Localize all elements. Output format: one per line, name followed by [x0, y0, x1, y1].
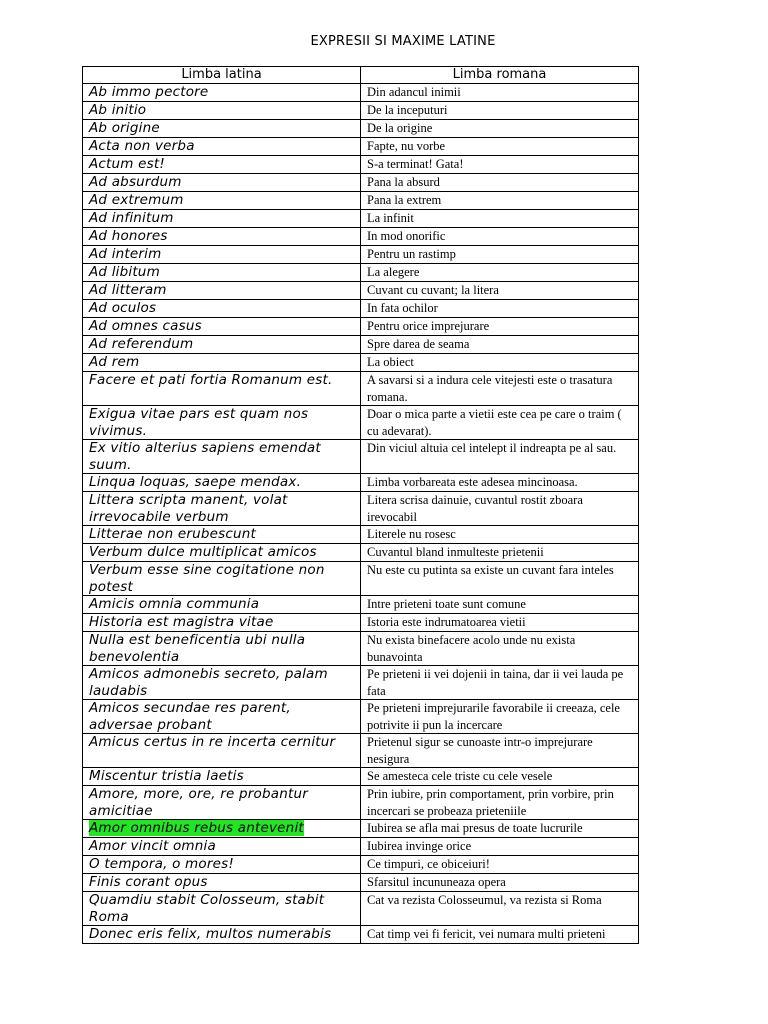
- latin-text: Litterae non erubescunt: [89, 526, 256, 542]
- latin-text: Ab initio: [89, 102, 147, 118]
- latin-expression-cell: [83, 768, 361, 786]
- latin-expression-cell: [83, 372, 361, 406]
- latin-text: Ad extremum: [89, 192, 184, 208]
- latin-expression-cell: [83, 820, 361, 838]
- table-row: [83, 892, 639, 926]
- latin-expression-cell: [83, 138, 361, 156]
- latin-expression-cell: [83, 246, 361, 264]
- latin-text: Ad libitum: [89, 264, 160, 280]
- romanian-translation-cell: Sfarsitul incununeaza opera: [361, 874, 639, 892]
- latin-text: Donec eris felix, multos numerabis: [89, 926, 332, 942]
- romanian-translation-cell: Fapte, nu vorbe: [361, 138, 639, 156]
- romanian-translation-cell: Iubirea se afla mai presus de toate lucrurile: [361, 820, 639, 838]
- latin-expression-cell: [83, 354, 361, 372]
- table-row: [83, 632, 639, 666]
- table-row: [83, 192, 639, 210]
- latin-expression-cell: [83, 614, 361, 632]
- latin-expression-cell: [83, 874, 361, 892]
- romanian-translation-cell: In mod onorific: [361, 228, 639, 246]
- romanian-translation-cell: In fata ochilor: [361, 300, 639, 318]
- romanian-translation-cell: De la inceputuri: [361, 102, 639, 120]
- table-row: [83, 228, 639, 246]
- romanian-translation-cell: Cuvant cu cuvant; la litera: [361, 282, 639, 300]
- romanian-translation-cell: Prietenul sigur se cunoaste intr-o imprejurare nesigura: [361, 734, 639, 768]
- latin-expression-cell: [83, 562, 361, 596]
- latin-expression-cell: [83, 700, 361, 734]
- latin-expression-cell: [83, 492, 361, 526]
- table-row: [83, 138, 639, 156]
- romanian-translation-cell: Pe prieteni imprejurarile favorabile ii creeaza, cele potrivite ii pun la incercare: [361, 700, 639, 734]
- romanian-translation-cell: Litera scrisa dainuie, cuvantul rostit zboara irevocabil: [361, 492, 639, 526]
- romanian-translation-cell: Ce timpuri, ce obiceiuri!: [361, 856, 639, 874]
- latin-expression-cell: [83, 474, 361, 492]
- table-row: [83, 406, 639, 440]
- latin-expression-cell: [83, 282, 361, 300]
- column-header-latin: Limba latina: [83, 67, 361, 84]
- latin-text: Ad infinitum: [89, 210, 174, 226]
- table-header-row: [83, 67, 639, 84]
- table-row: [83, 264, 639, 282]
- latin-expression-cell: [83, 84, 361, 102]
- romanian-translation-cell: Cuvantul bland inmulteste prietenii: [361, 544, 639, 562]
- romanian-translation-cell: De la origine: [361, 120, 639, 138]
- latin-text: Ad litteram: [89, 282, 167, 298]
- latin-expression-cell: [83, 228, 361, 246]
- latin-text: Ad omnes casus: [89, 318, 202, 334]
- latin-text: Ab origine: [89, 120, 160, 136]
- romanian-translation-cell: Se amesteca cele triste cu cele vesele: [361, 768, 639, 786]
- romanian-translation-cell: Literele nu rosesc: [361, 526, 639, 544]
- table-row: [83, 84, 639, 102]
- table-row: [83, 156, 639, 174]
- romanian-translation-cell: Limba vorbareata este adesea mincinoasa.: [361, 474, 639, 492]
- table-row: [83, 820, 639, 838]
- latin-text: Finis corant opus: [89, 874, 208, 890]
- latin-expression-cell: [83, 526, 361, 544]
- latin-text: Ab immo pectore: [89, 84, 209, 100]
- table-row: [83, 102, 639, 120]
- table-row: [83, 526, 639, 544]
- latin-text: Nulla est beneficentia ubi nulla benevolentia: [89, 632, 306, 665]
- romanian-translation-cell: Cat va rezista Colosseumul, va rezista si Roma: [361, 892, 639, 926]
- page-title: EXPRESII SI MAXIME LATINE: [310, 34, 496, 49]
- latin-expression-cell: [83, 300, 361, 318]
- table-row: [83, 372, 639, 406]
- latin-text: Amicus certus in re incerta cernitur: [89, 734, 336, 750]
- latin-expression-cell: [83, 120, 361, 138]
- romanian-translation-cell: Doar o mica parte a vietii este cea pe care o traim ( cu adevarat).: [361, 406, 639, 440]
- latin-text: Acta non verba: [89, 138, 195, 154]
- latin-text: Quamdiu stabit Colosseum, stabit Roma: [89, 892, 325, 925]
- table-row: [83, 210, 639, 228]
- table-row: [83, 926, 639, 944]
- latin-expression-cell: [83, 264, 361, 282]
- latin-expression-cell: [83, 926, 361, 944]
- romanian-translation-cell: Pana la extrem: [361, 192, 639, 210]
- table-row: [83, 734, 639, 768]
- latin-expression-cell: [83, 856, 361, 874]
- table-row: [83, 336, 639, 354]
- table-row: [83, 318, 639, 336]
- latin-text: Historia est magistra vitae: [89, 614, 274, 630]
- latin-text: Ad honores: [89, 228, 168, 244]
- table-row: [83, 768, 639, 786]
- latin-expression-cell: [83, 406, 361, 440]
- romanian-translation-cell: Pentru orice imprejurare: [361, 318, 639, 336]
- latin-text: Littera scripta manent, volat irrevocabile verbum: [89, 492, 288, 525]
- romanian-translation-cell: Pe prieteni ii vei dojenii in taina, dar ii vei lauda pe fata: [361, 666, 639, 700]
- latin-text: Ad interim: [89, 246, 162, 262]
- latin-expression-cell: [83, 174, 361, 192]
- latin-expression-cell: [83, 734, 361, 768]
- latin-expression-cell: [83, 632, 361, 666]
- latin-text: Amicis omnia communia: [89, 596, 260, 612]
- latin-text: Actum est!: [89, 156, 165, 172]
- latin-expression-cell: [83, 666, 361, 700]
- latin-expression-cell: [83, 192, 361, 210]
- table-row: [83, 282, 639, 300]
- latin-expression-cell: [83, 336, 361, 354]
- latin-text: Exigua vitae pars est quam nos vivimus.: [89, 406, 309, 439]
- column-header-romanian: Limba romana: [361, 67, 639, 84]
- romanian-translation-cell: Istoria este indrumatoarea vietii: [361, 614, 639, 632]
- romanian-translation-cell: Nu este cu putinta sa existe un cuvant fara inteles: [361, 562, 639, 596]
- table-row: [83, 120, 639, 138]
- latin-expression-cell: [83, 440, 361, 474]
- latin-text: Verbum esse sine cogitatione non potest: [89, 562, 325, 595]
- latin-expression-cell: [83, 102, 361, 120]
- romanian-translation-cell: La alegere: [361, 264, 639, 282]
- romanian-translation-cell: La infinit: [361, 210, 639, 228]
- table-body: [83, 84, 639, 944]
- latin-text: Amor vincit omnia: [89, 838, 216, 854]
- latin-expression-cell: [83, 892, 361, 926]
- table-row: [83, 666, 639, 700]
- romanian-translation-cell: La obiect: [361, 354, 639, 372]
- table-row: [83, 838, 639, 856]
- romanian-translation-cell: A savarsi si a indura cele vitejesti este o trasatura romana.: [361, 372, 639, 406]
- romanian-translation-cell: Cat timp vei fi fericit, vei numara multi prieteni: [361, 926, 639, 944]
- romanian-translation-cell: Din viciul altuia cel intelept il indreapta pe al sau.: [361, 440, 639, 474]
- latin-expression-cell: [83, 544, 361, 562]
- latin-text: Ad oculos: [89, 300, 157, 316]
- romanian-translation-cell: Din adancul inimii: [361, 84, 639, 102]
- romanian-translation-cell: Spre darea de seama: [361, 336, 639, 354]
- latin-expression-cell: [83, 156, 361, 174]
- highlighted-latin-text: Amor omnibus rebus antevenit: [89, 820, 304, 836]
- latin-expression-cell: [83, 838, 361, 856]
- table-row: [83, 440, 639, 474]
- table-row: [83, 614, 639, 632]
- table-row: [83, 246, 639, 264]
- table-row: [83, 354, 639, 372]
- latin-text: Verbum dulce multiplicat amicos: [89, 544, 317, 560]
- table-row: [83, 874, 639, 892]
- romanian-translation-cell: Pentru un rastimp: [361, 246, 639, 264]
- latin-expression-cell: [83, 318, 361, 336]
- latin-text: Linqua loquas, saepe mendax.: [89, 474, 302, 490]
- expressions-table: [82, 66, 639, 944]
- latin-expression-cell: [83, 786, 361, 820]
- table-row: [83, 544, 639, 562]
- romanian-translation-cell: S-a terminat! Gata!: [361, 156, 639, 174]
- latin-text: O tempora, o mores!: [89, 856, 234, 872]
- latin-text: Ad referendum: [89, 336, 194, 352]
- table-row: [83, 562, 639, 596]
- latin-text: Ad rem: [89, 354, 140, 370]
- latin-text: Miscentur tristia laetis: [89, 768, 244, 784]
- romanian-translation-cell: Pana la absurd: [361, 174, 639, 192]
- romanian-translation-cell: Nu exista binefacere acolo unde nu exista bunavointa: [361, 632, 639, 666]
- latin-text: Ad absurdum: [89, 174, 182, 190]
- table-row: [83, 786, 639, 820]
- romanian-translation-cell: Intre prieteni toate sunt comune: [361, 596, 639, 614]
- romanian-translation-cell: Prin iubire, prin comportament, prin vorbire, prin incercari se probeaza prieteniile: [361, 786, 639, 820]
- latin-text: Facere et pati fortia Romanum est.: [89, 372, 333, 388]
- latin-text: Amore, more, ore, re probantur amicitiae: [89, 786, 308, 819]
- table-row: [83, 856, 639, 874]
- table-row: [83, 492, 639, 526]
- romanian-translation-cell: Iubirea invinge orice: [361, 838, 639, 856]
- table-row: [83, 474, 639, 492]
- latin-expression-cell: [83, 210, 361, 228]
- latin-expression-cell: [83, 596, 361, 614]
- latin-text: Amicos admonebis secreto, palam laudabis: [89, 666, 328, 699]
- table-row: [83, 596, 639, 614]
- latin-text: Amicos secundae res parent, adversae probant: [89, 700, 291, 733]
- latin-text: Ex vitio alterius sapiens emendat suum.: [89, 440, 321, 473]
- table-row: [83, 700, 639, 734]
- table-row: [83, 300, 639, 318]
- table-row: [83, 174, 639, 192]
